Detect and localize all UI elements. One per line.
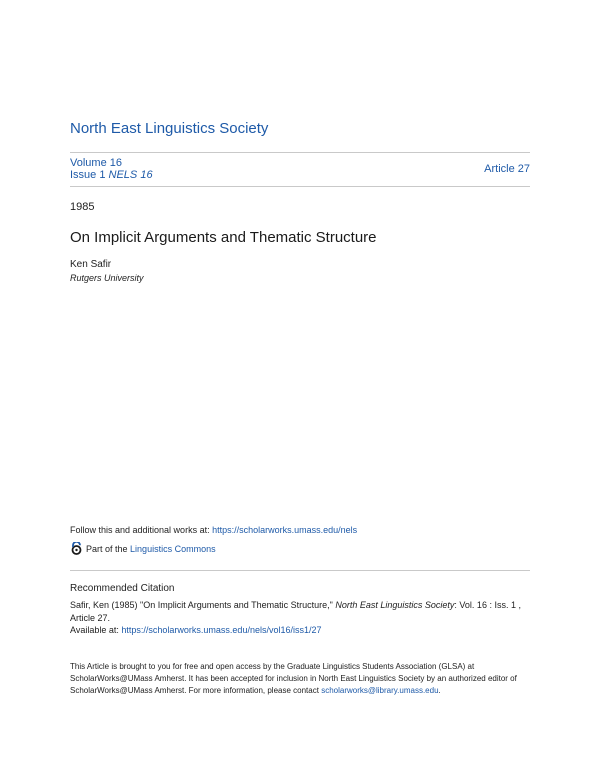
footer-notice xyxy=(70,661,532,697)
divider-mid xyxy=(70,186,530,187)
divider-citation xyxy=(70,570,530,571)
citation-start: Safir, Ken (1985) "On Implicit Arguments and Thematic Structure," xyxy=(70,600,333,610)
footer-period: . xyxy=(438,686,441,695)
available-line xyxy=(70,625,322,635)
part-of-line xyxy=(70,542,216,555)
footer-text: This Article is brought to you for free and open access by the Graduate Linguistics Students Association (GLSA) at ScholarWorks@UMass Amherst. It has been accepted for inclusion in North East Linguistics Society by an authorized editor of ScholarWorks@UMass Amherst. For more information, please contact xyxy=(70,662,517,695)
citation-heading: Recommended Citation xyxy=(70,583,175,594)
available-label: Available at: xyxy=(70,625,119,635)
paper-title: On Implicit Arguments and Thematic Structure xyxy=(70,229,377,246)
issue-link[interactable] xyxy=(70,169,153,181)
citation-text xyxy=(70,599,532,625)
open-access-icon xyxy=(70,542,83,555)
follow-url-link[interactable]: https://scholarworks.umass.edu/nels xyxy=(212,525,358,535)
citation-end: : Vol. 16 : Iss. 1 , Article 27. xyxy=(70,600,521,623)
part-of-label: Part of the xyxy=(86,543,128,554)
issue-prefix: Issue 1 xyxy=(70,169,106,181)
linguistics-commons-link[interactable]: Linguistics Commons xyxy=(130,543,216,554)
citation-journal: North East Linguistics Society xyxy=(335,600,455,610)
volume-link[interactable]: Volume 16 xyxy=(70,157,122,169)
series-title-link[interactable]: North East Linguistics Society xyxy=(70,120,269,137)
follow-line xyxy=(70,525,357,535)
divider-top xyxy=(70,152,530,153)
available-url-link[interactable]: https://scholarworks.umass.edu/nels/vol16/iss1/27 xyxy=(121,625,322,635)
contact-email-link[interactable]: scholarworks@library.umass.edu xyxy=(321,686,439,695)
publication-year: 1985 xyxy=(70,201,95,213)
issue-name: NELS 16 xyxy=(108,169,153,181)
author-name: Ken Safir xyxy=(70,259,112,270)
author-affiliation: Rutgers University xyxy=(70,273,144,283)
article-number-link[interactable]: Article 27 xyxy=(484,163,530,175)
follow-label: Follow this and additional works at: xyxy=(70,525,210,535)
